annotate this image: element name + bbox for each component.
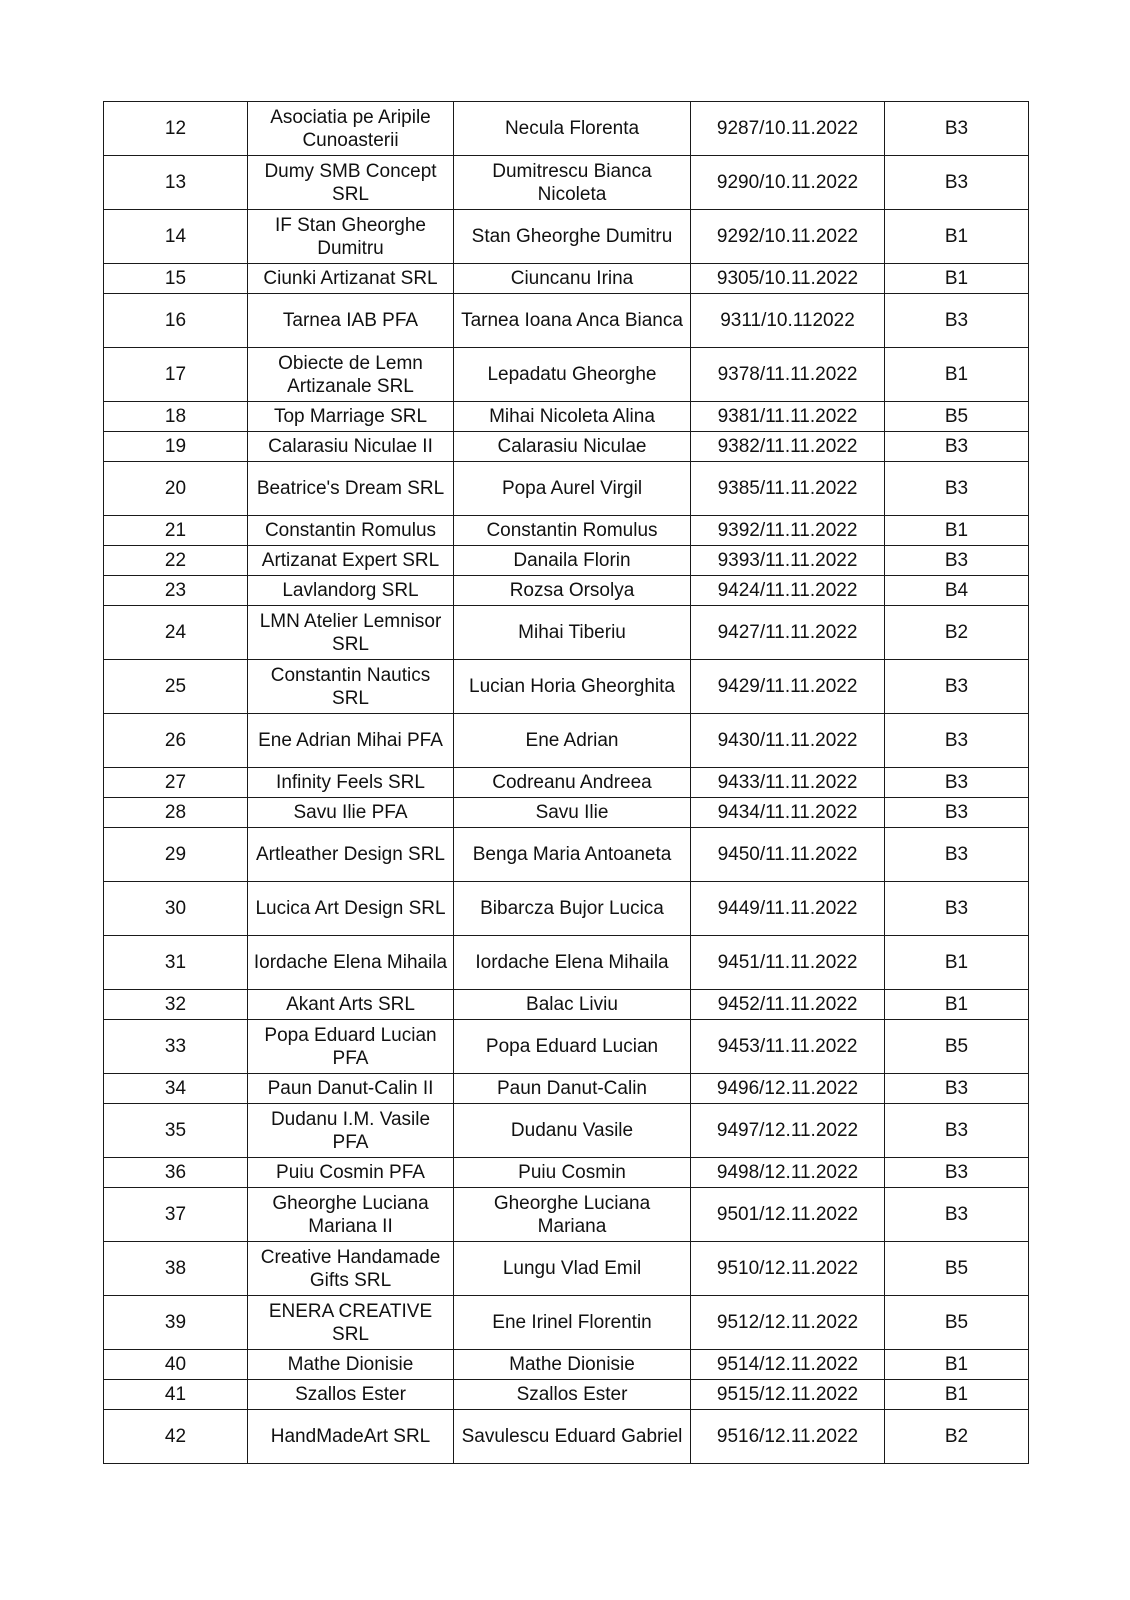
company-name-cell: Akant Arts SRL xyxy=(248,990,454,1020)
row-number-cell: 41 xyxy=(104,1380,248,1410)
registration-cell: 9382/11.11.2022 xyxy=(691,432,885,462)
row-number-cell: 36 xyxy=(104,1158,248,1188)
table-row xyxy=(104,546,1029,576)
row-number-cell: 15 xyxy=(104,264,248,294)
table-row xyxy=(104,714,1029,768)
category-code-cell: B1 xyxy=(885,936,1029,990)
representative-cell: Dudanu Vasile xyxy=(454,1104,691,1158)
representative-cell: Paun Danut-Calin xyxy=(454,1074,691,1104)
table-row xyxy=(104,1020,1029,1074)
category-code-cell: B3 xyxy=(885,882,1029,936)
registration-cell: 9498/12.11.2022 xyxy=(691,1158,885,1188)
registration-cell: 9516/12.11.2022 xyxy=(691,1410,885,1464)
row-number-cell: 34 xyxy=(104,1074,248,1104)
company-name-cell: Constantin Romulus xyxy=(248,516,454,546)
category-code-cell: B3 xyxy=(885,462,1029,516)
table-row xyxy=(104,402,1029,432)
table-row xyxy=(104,798,1029,828)
category-code-cell: B3 xyxy=(885,1188,1029,1242)
row-number-cell: 12 xyxy=(104,102,248,156)
category-code-cell: B2 xyxy=(885,606,1029,660)
company-name-cell: Beatrice's Dream SRL xyxy=(248,462,454,516)
table-row xyxy=(104,1380,1029,1410)
registration-cell: 9427/11.11.2022 xyxy=(691,606,885,660)
category-code-cell: B4 xyxy=(885,576,1029,606)
row-number-cell: 19 xyxy=(104,432,248,462)
representative-cell: Constantin Romulus xyxy=(454,516,691,546)
category-code-cell: B3 xyxy=(885,1158,1029,1188)
table-row xyxy=(104,462,1029,516)
company-name-cell: Obiecte de Lemn Artizanale SRL xyxy=(248,348,454,402)
registration-cell: 9292/10.11.2022 xyxy=(691,210,885,264)
row-number-cell: 35 xyxy=(104,1104,248,1158)
representative-cell: Lungu Vlad Emil xyxy=(454,1242,691,1296)
company-name-cell: Paun Danut-Calin II xyxy=(248,1074,454,1104)
row-number-cell: 26 xyxy=(104,714,248,768)
row-number-cell: 20 xyxy=(104,462,248,516)
row-number-cell: 16 xyxy=(104,294,248,348)
table-row xyxy=(104,936,1029,990)
registration-cell: 9450/11.11.2022 xyxy=(691,828,885,882)
category-code-cell: B1 xyxy=(885,210,1029,264)
row-number-cell: 23 xyxy=(104,576,248,606)
row-number-cell: 18 xyxy=(104,402,248,432)
row-number-cell: 30 xyxy=(104,882,248,936)
representative-cell: Codreanu Andreea xyxy=(454,768,691,798)
row-number-cell: 40 xyxy=(104,1350,248,1380)
company-name-cell: Savu Ilie PFA xyxy=(248,798,454,828)
company-name-cell: ENERA CREATIVE SRL xyxy=(248,1296,454,1350)
category-code-cell: B1 xyxy=(885,1380,1029,1410)
representative-cell: Savulescu Eduard Gabriel xyxy=(454,1410,691,1464)
table-row xyxy=(104,294,1029,348)
table-row xyxy=(104,1410,1029,1464)
table-row xyxy=(104,516,1029,546)
representative-cell: Danaila Florin xyxy=(454,546,691,576)
category-code-cell: B3 xyxy=(885,828,1029,882)
company-name-cell: Lucica Art Design SRL xyxy=(248,882,454,936)
representative-cell: Popa Eduard Lucian xyxy=(454,1020,691,1074)
registration-cell: 9430/11.11.2022 xyxy=(691,714,885,768)
representative-cell: Gheorghe Luciana Mariana xyxy=(454,1188,691,1242)
representative-cell: Mihai Tiberiu xyxy=(454,606,691,660)
category-code-cell: B3 xyxy=(885,546,1029,576)
category-code-cell: B3 xyxy=(885,714,1029,768)
registration-cell: 9305/10.11.2022 xyxy=(691,264,885,294)
row-number-cell: 31 xyxy=(104,936,248,990)
row-number-cell: 27 xyxy=(104,768,248,798)
representative-cell: Calarasiu Niculae xyxy=(454,432,691,462)
table-row xyxy=(104,1104,1029,1158)
registration-cell: 9287/10.11.2022 xyxy=(691,102,885,156)
company-name-cell: Ene Adrian Mihai PFA xyxy=(248,714,454,768)
table-row xyxy=(104,882,1029,936)
representative-cell: Iordache Elena Mihaila xyxy=(454,936,691,990)
table-row xyxy=(104,1188,1029,1242)
representative-cell: Szallos Ester xyxy=(454,1380,691,1410)
registration-cell: 9424/11.11.2022 xyxy=(691,576,885,606)
table-row xyxy=(104,264,1029,294)
category-code-cell: B1 xyxy=(885,264,1029,294)
table-row xyxy=(104,576,1029,606)
category-code-cell: B3 xyxy=(885,294,1029,348)
row-number-cell: 42 xyxy=(104,1410,248,1464)
company-name-cell: Gheorghe Luciana Mariana II xyxy=(248,1188,454,1242)
category-code-cell: B3 xyxy=(885,156,1029,210)
representative-cell: Ene Adrian xyxy=(454,714,691,768)
row-number-cell: 38 xyxy=(104,1242,248,1296)
company-name-cell: Constantin Nautics SRL xyxy=(248,660,454,714)
company-name-cell: Calarasiu Niculae II xyxy=(248,432,454,462)
row-number-cell: 39 xyxy=(104,1296,248,1350)
table-row xyxy=(104,348,1029,402)
row-number-cell: 21 xyxy=(104,516,248,546)
company-name-cell: Creative Handamade Gifts SRL xyxy=(248,1242,454,1296)
representative-cell: Necula Florenta xyxy=(454,102,691,156)
company-name-cell: Popa Eduard Lucian PFA xyxy=(248,1020,454,1074)
category-code-cell: B1 xyxy=(885,516,1029,546)
row-number-cell: 13 xyxy=(104,156,248,210)
representative-cell: Popa Aurel Virgil xyxy=(454,462,691,516)
company-name-cell: Tarnea IAB PFA xyxy=(248,294,454,348)
category-code-cell: B3 xyxy=(885,102,1029,156)
table-row xyxy=(104,828,1029,882)
row-number-cell: 33 xyxy=(104,1020,248,1074)
registration-cell: 9452/11.11.2022 xyxy=(691,990,885,1020)
company-name-cell: Dumy SMB Concept SRL xyxy=(248,156,454,210)
company-name-cell: Artizanat Expert SRL xyxy=(248,546,454,576)
representative-cell: Mihai Nicoleta Alina xyxy=(454,402,691,432)
company-name-cell: Artleather Design SRL xyxy=(248,828,454,882)
category-code-cell: B3 xyxy=(885,432,1029,462)
category-code-cell: B3 xyxy=(885,660,1029,714)
table-body xyxy=(104,102,1029,1464)
registration-cell: 9515/12.11.2022 xyxy=(691,1380,885,1410)
representative-cell: Mathe Dionisie xyxy=(454,1350,691,1380)
participants-table xyxy=(103,101,1029,1464)
table-row xyxy=(104,768,1029,798)
row-number-cell: 29 xyxy=(104,828,248,882)
company-name-cell: Asociatia pe Aripile Cunoasterii xyxy=(248,102,454,156)
registration-cell: 9378/11.11.2022 xyxy=(691,348,885,402)
representative-cell: Puiu Cosmin xyxy=(454,1158,691,1188)
registration-cell: 9496/12.11.2022 xyxy=(691,1074,885,1104)
representative-cell: Tarnea Ioana Anca Bianca xyxy=(454,294,691,348)
company-name-cell: LMN Atelier Lemnisor SRL xyxy=(248,606,454,660)
registration-cell: 9510/12.11.2022 xyxy=(691,1242,885,1296)
representative-cell: Stan Gheorghe Dumitru xyxy=(454,210,691,264)
registration-cell: 9429/11.11.2022 xyxy=(691,660,885,714)
registration-cell: 9290/10.11.2022 xyxy=(691,156,885,210)
category-code-cell: B5 xyxy=(885,1020,1029,1074)
table-row xyxy=(104,990,1029,1020)
category-code-cell: B5 xyxy=(885,1296,1029,1350)
table-row xyxy=(104,102,1029,156)
category-code-cell: B5 xyxy=(885,402,1029,432)
category-code-cell: B5 xyxy=(885,1242,1029,1296)
category-code-cell: B3 xyxy=(885,1104,1029,1158)
table-row xyxy=(104,1074,1029,1104)
registration-cell: 9385/11.11.2022 xyxy=(691,462,885,516)
registration-cell: 9392/11.11.2022 xyxy=(691,516,885,546)
category-code-cell: B3 xyxy=(885,768,1029,798)
row-number-cell: 25 xyxy=(104,660,248,714)
representative-cell: Dumitrescu Bianca Nicoleta xyxy=(454,156,691,210)
registration-cell: 9393/11.11.2022 xyxy=(691,546,885,576)
row-number-cell: 22 xyxy=(104,546,248,576)
table-row xyxy=(104,1242,1029,1296)
row-number-cell: 24 xyxy=(104,606,248,660)
category-code-cell: B1 xyxy=(885,990,1029,1020)
company-name-cell: Iordache Elena Mihaila xyxy=(248,936,454,990)
table-row xyxy=(104,1350,1029,1380)
registration-cell: 9451/11.11.2022 xyxy=(691,936,885,990)
company-name-cell: Top Marriage SRL xyxy=(248,402,454,432)
registration-cell: 9434/11.11.2022 xyxy=(691,798,885,828)
table-row xyxy=(104,210,1029,264)
registration-cell: 9453/11.11.2022 xyxy=(691,1020,885,1074)
category-code-cell: B1 xyxy=(885,348,1029,402)
company-name-cell: IF Stan Gheorghe Dumitru xyxy=(248,210,454,264)
table-row xyxy=(104,660,1029,714)
registration-cell: 9433/11.11.2022 xyxy=(691,768,885,798)
registration-cell: 9497/12.11.2022 xyxy=(691,1104,885,1158)
table-row xyxy=(104,432,1029,462)
row-number-cell: 32 xyxy=(104,990,248,1020)
row-number-cell: 14 xyxy=(104,210,248,264)
registration-cell: 9514/12.11.2022 xyxy=(691,1350,885,1380)
representative-cell: Balac Liviu xyxy=(454,990,691,1020)
table-row xyxy=(104,606,1029,660)
table-row xyxy=(104,1158,1029,1188)
row-number-cell: 17 xyxy=(104,348,248,402)
representative-cell: Benga Maria Antoaneta xyxy=(454,828,691,882)
company-name-cell: Ciunki Artizanat SRL xyxy=(248,264,454,294)
registration-cell: 9501/12.11.2022 xyxy=(691,1188,885,1242)
category-code-cell: B1 xyxy=(885,1350,1029,1380)
company-name-cell: Infinity Feels SRL xyxy=(248,768,454,798)
representative-cell: Ciuncanu Irina xyxy=(454,264,691,294)
table-row xyxy=(104,1296,1029,1350)
representative-cell: Savu Ilie xyxy=(454,798,691,828)
category-code-cell: B2 xyxy=(885,1410,1029,1464)
company-name-cell: Lavlandorg SRL xyxy=(248,576,454,606)
category-code-cell: B3 xyxy=(885,798,1029,828)
registration-cell: 9381/11.11.2022 xyxy=(691,402,885,432)
company-name-cell: HandMadeArt SRL xyxy=(248,1410,454,1464)
representative-cell: Lepadatu Gheorghe xyxy=(454,348,691,402)
representative-cell: Ene Irinel Florentin xyxy=(454,1296,691,1350)
registration-cell: 9512/12.11.2022 xyxy=(691,1296,885,1350)
table-row xyxy=(104,156,1029,210)
registration-cell: 9449/11.11.2022 xyxy=(691,882,885,936)
representative-cell: Rozsa Orsolya xyxy=(454,576,691,606)
registration-cell: 9311/10.112022 xyxy=(691,294,885,348)
company-name-cell: Puiu Cosmin PFA xyxy=(248,1158,454,1188)
row-number-cell: 37 xyxy=(104,1188,248,1242)
row-number-cell: 28 xyxy=(104,798,248,828)
company-name-cell: Dudanu I.M. Vasile PFA xyxy=(248,1104,454,1158)
category-code-cell: B3 xyxy=(885,1074,1029,1104)
representative-cell: Bibarcza Bujor Lucica xyxy=(454,882,691,936)
representative-cell: Lucian Horia Gheorghita xyxy=(454,660,691,714)
company-name-cell: Mathe Dionisie xyxy=(248,1350,454,1380)
company-name-cell: Szallos Ester xyxy=(248,1380,454,1410)
